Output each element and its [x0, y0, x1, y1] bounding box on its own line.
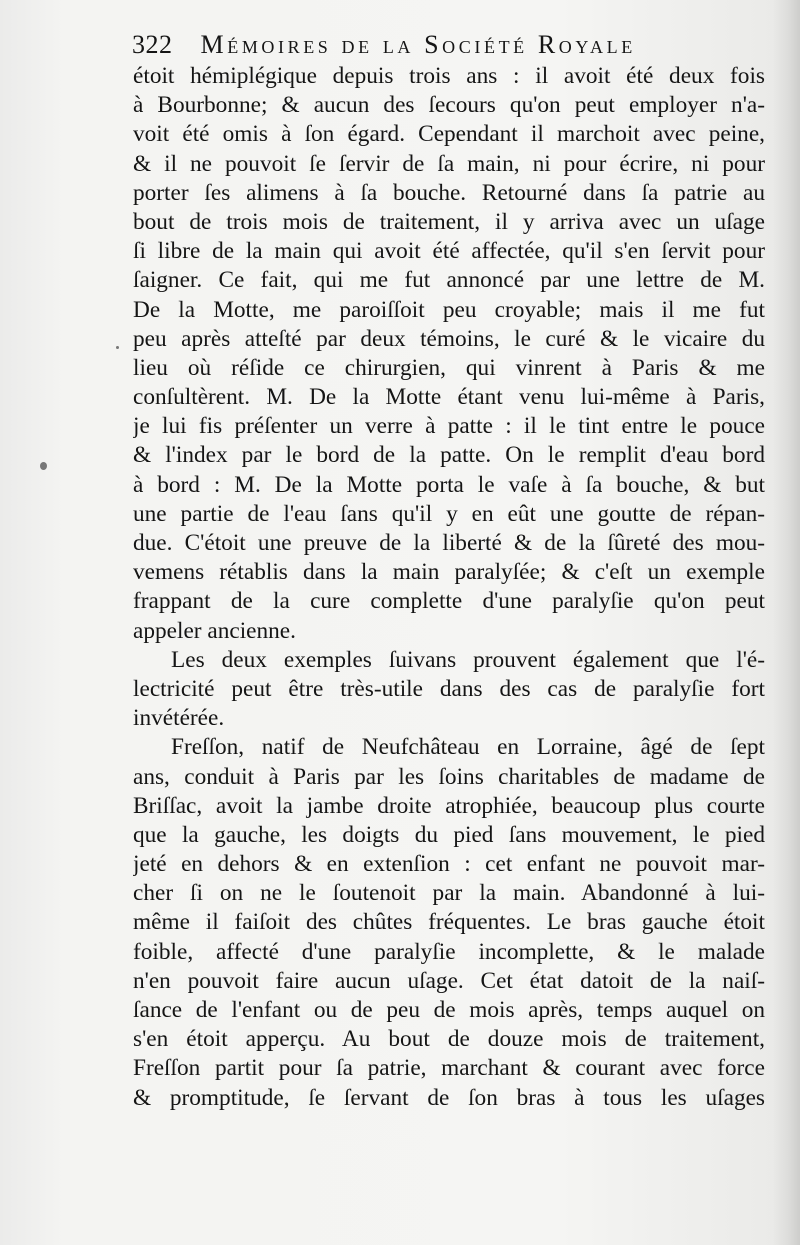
- text-line: & promptitude, ſe ſervant de ſon bras à tous les uſages: [133, 1084, 765, 1111]
- text-line: à Bourbonne; & aucun des ſecours qu'on peut employer n'a-: [133, 92, 765, 119]
- text-line: même il faiſoit des chûtes fréquentes. Le bras gauche étoit: [133, 909, 765, 936]
- text-line: cher ſi on ne le ſoutenoit par la main. Abandonné à lui-: [133, 880, 765, 907]
- text-line: & l'index par le bord de la patte. On le remplit d'eau bord: [133, 442, 765, 469]
- text-line: ſance de l'enfant ou de peu de mois après, temps auquel on: [133, 997, 765, 1023]
- text-line: appeler ancienne.: [133, 617, 296, 644]
- text-line: conſultèrent. M. De la Motte étant venu lui-même à Paris,: [133, 384, 765, 411]
- text-line: je lui fis préſenter un verre à patte : il le tint entre le pouce: [133, 413, 765, 440]
- text-line: frappant de la cure complette d'une paralyſie qu'on peut: [133, 588, 765, 615]
- text-line: ans, conduit à Paris par les ſoins charitables de madame de: [133, 763, 765, 790]
- text-line: Freſſon partit pour ſa patrie, marchant & courant avec force: [133, 1055, 765, 1082]
- text-line: & il ne pouvoit ſe ſervir de ſa main, ni pour écrire, ni pour: [133, 150, 765, 177]
- text-line: porter ſes alimens à ſa bouche. Retourné dans ſa patrie au: [133, 179, 765, 206]
- page-edge-shadow: [772, 0, 800, 1245]
- text-line: étoit hémiplégique depuis trois ans : il avoit été deux fois: [133, 63, 765, 89]
- text-line: Les deux exemples ſuivans prouvent également que l'é-: [171, 646, 765, 673]
- text-line: De la Motte, me paroiſſoit peu croyable; mais il me fut: [133, 296, 765, 323]
- text-line: vemens rétablis dans la main paralyſée; & c'eſt un exemple: [133, 559, 765, 586]
- text-line: due. C'étoit une preuve de la liberté & de la ſûreté des mou-: [133, 530, 765, 556]
- text-line: lieu où réſide ce chirurgien, qui vinrent à Paris & me: [133, 354, 765, 381]
- text-line: invétérée.: [133, 705, 225, 732]
- page-number: 322: [132, 30, 173, 59]
- text-line: lectricité peut être très-utile dans des cas de paralyſie fort: [133, 675, 765, 702]
- body-text: [133, 62, 765, 1113]
- text-line: ſaigner. Ce fait, qui me fut annoncé par une lettre de M.: [133, 267, 765, 294]
- text-line: n'en pouvoit faire aucun uſage. Cet état datoit de la naiſ-: [133, 967, 765, 994]
- text-line: bout de trois mois de traitement, il y arriva avec un uſage: [133, 208, 765, 235]
- ink-speck: [116, 346, 119, 349]
- text-line: que la gauche, les doigts du pied ſans mouvement, le pied: [133, 821, 765, 848]
- text-line: une partie de l'eau ſans qu'il y en eût une goutte de répan-: [133, 500, 765, 527]
- running-head: Mémoires de la Société Royale: [200, 30, 636, 59]
- text-line: jeté en dehors & en extenſion : cet enfant ne pouvoit mar-: [133, 851, 765, 878]
- text-line: Briſſac, avoit la jambe droite atrophiée, beaucoup plus courte: [133, 792, 765, 819]
- text-line: peu après atteſté par deux témoins, le curé & le vicaire du: [133, 325, 765, 352]
- text-line: Freſſon, natif de Neufchâteau en Lorraine, âgé de ſept: [171, 734, 765, 761]
- text-line: à bord : M. De la Motte porta le vaſe à ſa bouche, & but: [133, 471, 765, 498]
- ink-speck: [40, 462, 47, 470]
- text-line: voit été omis à ſon égard. Cependant il marchoit avec peine,: [133, 121, 765, 148]
- text-line: s'en étoit apperçu. Au bout de douze mois de traitement,: [133, 1026, 765, 1053]
- text-line: foible, affecté d'une paralyſie incomplette, & le malade: [133, 938, 765, 965]
- text-line: ſi libre de la main qui avoit été affectée, qu'il s'en ſervit pour: [133, 238, 765, 265]
